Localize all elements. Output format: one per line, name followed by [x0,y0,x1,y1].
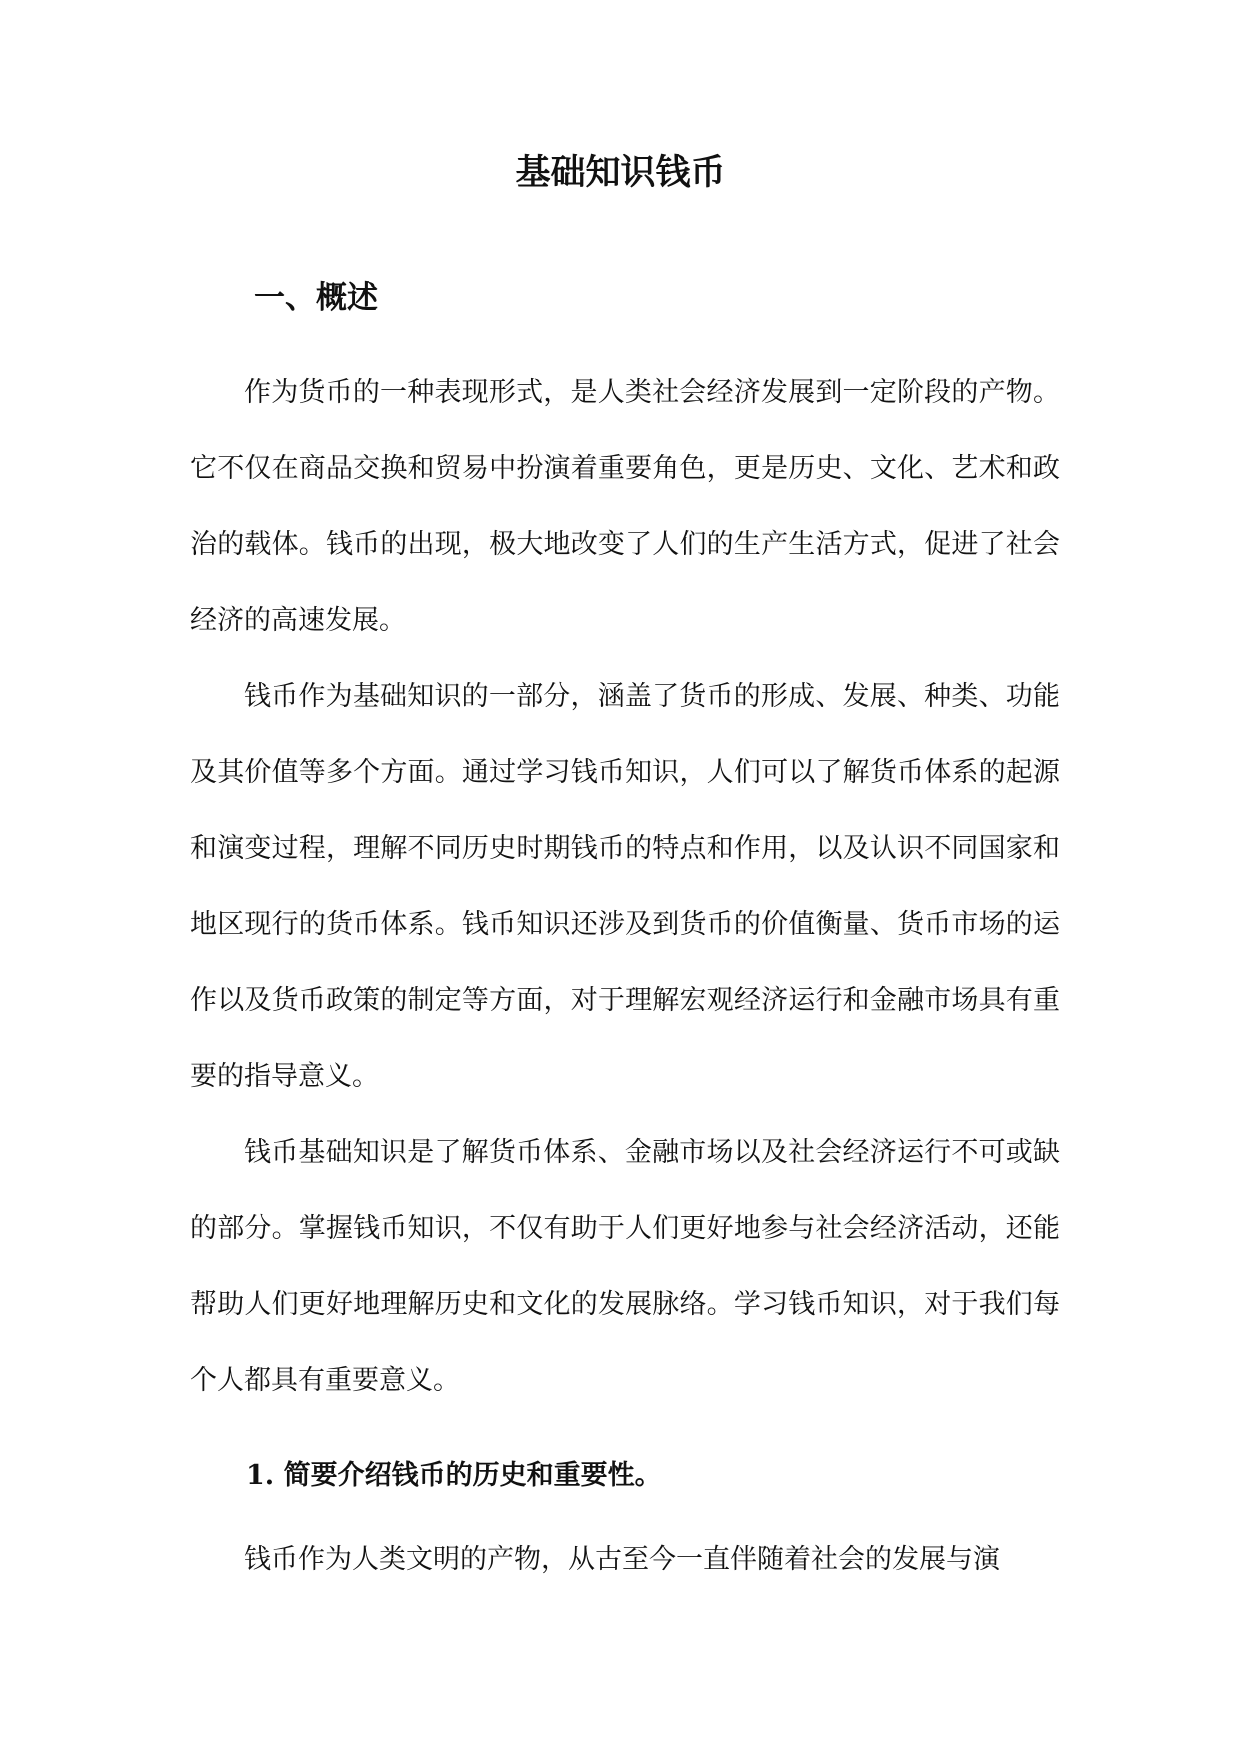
sub-heading-history: 1. 简要介绍钱币的历史和重要性。 [246,1460,662,1491]
paragraph-4: 钱币作为人类文明的产物，从古至今一直伴随着社会的发展与演 [244,1544,1000,1575]
paragraph-2: 钱币作为基础知识的一部分，涵盖了货币的形成、发展、种类、功能及其价值等多个方面。通过学习钱币知识，人们可以了解货币体系的起源和演变过程，理解不同历史时期钱币的特点和作用，以及认识不同国家和地区现行的货币体系。钱币知识还涉及到货币的价值衡量、货币市场的运作以及货币政策的制定等方面，对于理解宏观经济运行和金融市场具有重要的指导意义。 [190,681,1060,1092]
section-heading-overview: 一、概述 [254,280,378,316]
paragraph-3: 钱币基础知识是了解货币体系、金融市场以及社会经济运行不可或缺的部分。掌握钱币知识，不仅有助于人们更好地参与社会经济活动，还能帮助人们更好地理解历史和文化的发展脉络。学习钱币知识，对于我们每个人都具有重要意义。 [190,1137,1060,1396]
paragraph-1: 作为货币的一种表现形式，是人类社会经济发展到一定阶段的产物。它不仅在商品交换和贸易中扮演着重要角色，更是历史、文化、艺术和政治的载体。钱币的出现，极大地改变了人们的生产生活方式，促进了社会经济的高速发展。 [190,377,1060,636]
document-title: 基础知识钱币 [515,152,726,193]
